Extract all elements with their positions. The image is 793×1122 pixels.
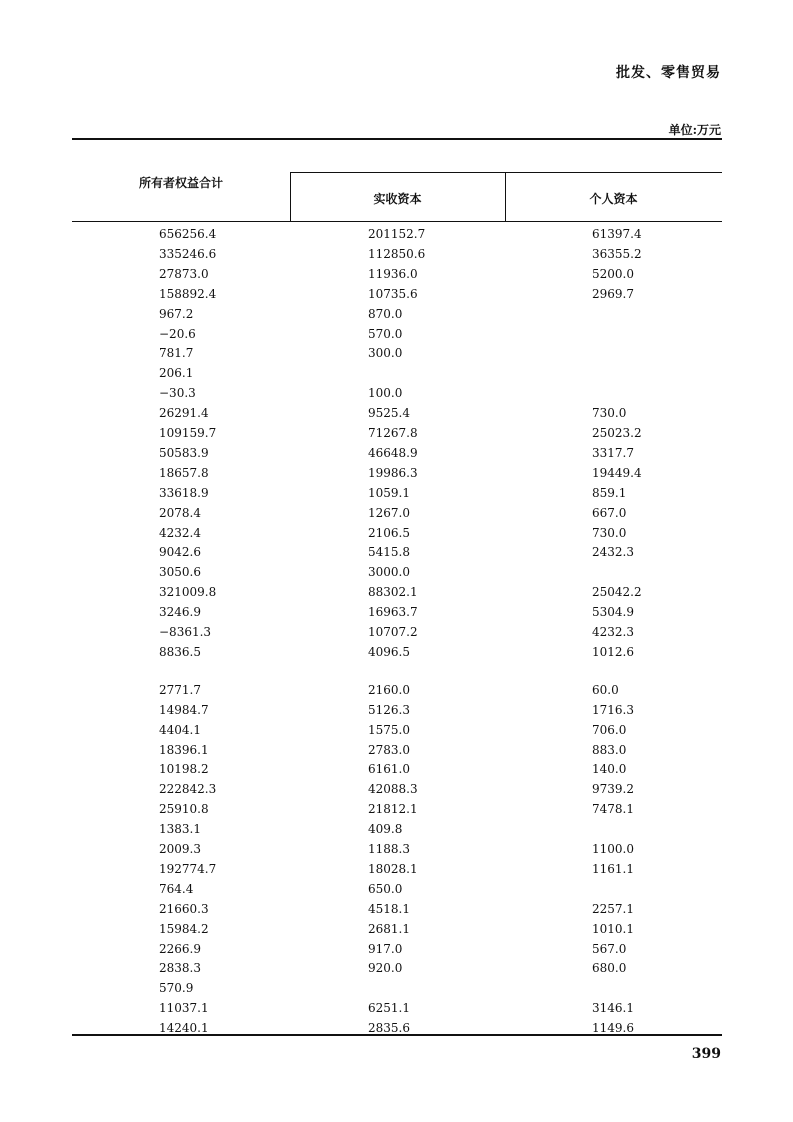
cell-personal-capital: 2432.3 xyxy=(592,545,634,560)
cell-owners-equity: 781.7 xyxy=(159,346,194,361)
cell-owners-equity: 109159.7 xyxy=(159,426,217,440)
cell-paid-in-capital xyxy=(368,363,498,383)
table-row xyxy=(72,443,722,463)
cell-owners-equity: 3246.9 xyxy=(159,605,201,620)
cell-owners-equity: 14240.1 xyxy=(159,1021,209,1036)
cell-paid-in-capital: 11936.0 xyxy=(368,266,418,281)
table-row xyxy=(72,680,722,700)
table-row xyxy=(72,879,722,899)
cell-personal-capital: 3146.1 xyxy=(592,1001,634,1016)
table-row xyxy=(72,978,722,998)
cell-personal-capital xyxy=(592,304,722,324)
cell-paid-in-capital: 2160.0 xyxy=(368,682,410,697)
cell-personal-capital: 706.0 xyxy=(592,722,627,737)
table-row xyxy=(72,503,722,523)
cell-paid-in-capital: 18028.1 xyxy=(368,861,418,876)
cell-paid-in-capital: 6251.1 xyxy=(368,1001,410,1016)
cell-personal-capital: 2257.1 xyxy=(592,901,634,916)
page-number: 399 xyxy=(691,1046,721,1062)
table-row xyxy=(72,759,722,779)
cell-paid-in-capital: 409.8 xyxy=(368,822,403,837)
cell-owners-equity: 33618.9 xyxy=(159,485,209,500)
table-row xyxy=(72,542,722,562)
table-top-rule xyxy=(72,138,722,140)
cell-personal-capital: 3317.7 xyxy=(592,445,634,460)
cell-owners-equity: 222842.3 xyxy=(159,782,217,797)
cell-paid-in-capital: 3000.0 xyxy=(368,565,410,580)
cell-paid-in-capital: 1059.1 xyxy=(368,485,410,500)
header-bottom-rule xyxy=(72,221,722,222)
cell-personal-capital: 60.0 xyxy=(592,682,619,697)
cell-personal-capital: 1161.1 xyxy=(592,861,634,876)
table-row xyxy=(72,622,722,642)
cell-personal-capital: 61397.4 xyxy=(592,227,642,241)
cell-owners-equity: −20.6 xyxy=(159,326,196,341)
cell-paid-in-capital: 71267.8 xyxy=(368,426,418,440)
cell-paid-in-capital: 1575.0 xyxy=(368,722,410,737)
cell-personal-capital xyxy=(592,383,722,403)
cell-paid-in-capital: 16963.7 xyxy=(368,605,418,620)
column-header-owners-equity: 所有者权益合计 xyxy=(138,176,223,190)
cell-owners-equity: 4404.1 xyxy=(159,722,201,737)
cell-paid-in-capital: 4518.1 xyxy=(368,901,410,916)
cell-paid-in-capital: 10735.6 xyxy=(368,286,418,301)
cell-owners-equity: 335246.6 xyxy=(159,246,217,261)
cell-personal-capital: 4232.3 xyxy=(592,625,634,639)
cell-owners-equity: 2078.4 xyxy=(159,505,201,520)
table-row xyxy=(72,700,722,720)
cell-owners-equity: 2838.3 xyxy=(159,961,201,976)
cell-paid-in-capital: 650.0 xyxy=(368,881,403,896)
table-row xyxy=(72,819,722,839)
cell-personal-capital: 883.0 xyxy=(592,742,627,757)
cell-owners-equity: 656256.4 xyxy=(159,227,217,241)
cell-personal-capital: 5200.0 xyxy=(592,266,634,281)
table-row xyxy=(72,403,722,423)
cell-owners-equity: 8836.5 xyxy=(159,644,201,659)
cell-personal-capital: 859.1 xyxy=(592,485,627,500)
cell-paid-in-capital: 21812.1 xyxy=(368,802,418,817)
cell-personal-capital xyxy=(592,819,722,839)
cell-owners-equity: 206.1 xyxy=(159,366,194,381)
cell-owners-equity: 18396.1 xyxy=(159,742,209,757)
cell-personal-capital: 25023.2 xyxy=(592,426,642,440)
section-title: 批发、零售贸易 xyxy=(616,65,721,81)
table-row xyxy=(72,324,722,344)
cell-paid-in-capital: 88302.1 xyxy=(368,585,418,600)
cell-owners-equity: 192774.7 xyxy=(159,861,217,876)
cell-paid-in-capital: 1267.0 xyxy=(368,505,410,520)
cell-paid-in-capital: 10707.2 xyxy=(368,625,418,639)
cell-paid-in-capital: 2783.0 xyxy=(368,742,410,757)
cell-owners-equity: 4232.4 xyxy=(159,525,201,540)
cell-personal-capital: 140.0 xyxy=(592,762,627,777)
header-middle-rule xyxy=(290,172,722,173)
cell-owners-equity: 570.9 xyxy=(159,981,194,996)
cell-personal-capital: 36355.2 xyxy=(592,246,642,261)
table-row xyxy=(72,839,722,859)
cell-owners-equity: 15984.2 xyxy=(159,921,209,936)
cell-paid-in-capital: 1188.3 xyxy=(368,842,410,856)
table-row xyxy=(72,523,722,543)
cell-paid-in-capital: 5126.3 xyxy=(368,702,410,717)
cell-owners-equity: −8361.3 xyxy=(159,625,212,639)
cell-personal-capital: 5304.9 xyxy=(592,605,634,620)
table-row xyxy=(72,224,722,244)
table-row xyxy=(72,958,722,978)
table-row xyxy=(72,483,722,503)
table-row xyxy=(72,284,722,304)
cell-owners-equity: 967.2 xyxy=(159,306,194,321)
table-row xyxy=(72,799,722,819)
cell-paid-in-capital: 46648.9 xyxy=(368,445,418,460)
cell-personal-capital: 730.0 xyxy=(592,406,627,421)
cell-paid-in-capital: 6161.0 xyxy=(368,762,410,777)
cell-personal-capital: 9739.2 xyxy=(592,782,634,797)
cell-paid-in-capital: 570.0 xyxy=(368,326,403,341)
cell-paid-in-capital: 5415.8 xyxy=(368,545,410,560)
cell-personal-capital xyxy=(592,343,722,363)
table-row xyxy=(72,304,722,324)
column-header-paid-in-capital: 实收资本 xyxy=(373,192,422,206)
cell-personal-capital xyxy=(592,978,722,998)
cell-personal-capital: 1149.6 xyxy=(592,1021,634,1036)
table-row xyxy=(72,264,722,284)
cell-personal-capital xyxy=(592,879,722,899)
cell-personal-capital: 1012.6 xyxy=(592,644,634,659)
cell-owners-equity: 1383.1 xyxy=(159,822,201,837)
cell-paid-in-capital: 2106.5 xyxy=(368,525,410,540)
cell-owners-equity: 764.4 xyxy=(159,881,194,896)
cell-paid-in-capital: 100.0 xyxy=(368,386,403,401)
cell-owners-equity: 26291.4 xyxy=(159,406,209,421)
cell-paid-in-capital: 917.0 xyxy=(368,941,403,956)
table-row xyxy=(72,939,722,959)
table-bottom-rule xyxy=(72,1034,722,1036)
table-row xyxy=(72,602,722,622)
cell-personal-capital: 680.0 xyxy=(592,961,627,976)
cell-personal-capital: 25042.2 xyxy=(592,585,642,600)
cell-personal-capital: 2969.7 xyxy=(592,286,634,301)
table-row xyxy=(72,423,722,443)
cell-owners-equity: 9042.6 xyxy=(159,545,201,560)
cell-paid-in-capital: 300.0 xyxy=(368,346,403,361)
table-row xyxy=(72,244,722,264)
cell-owners-equity: 21660.3 xyxy=(159,901,209,916)
table-row xyxy=(72,562,722,582)
unit-label: 单位:万元 xyxy=(668,123,721,137)
cell-personal-capital: 667.0 xyxy=(592,505,627,520)
cell-personal-capital xyxy=(592,324,722,344)
cell-paid-in-capital: 9525.4 xyxy=(368,406,410,421)
table-row xyxy=(72,899,722,919)
cell-owners-equity: 321009.8 xyxy=(159,585,217,600)
cell-personal-capital: 1716.3 xyxy=(592,702,634,717)
table-row xyxy=(72,363,722,383)
table-row xyxy=(72,740,722,760)
cell-owners-equity: 27873.0 xyxy=(159,266,209,281)
cell-owners-equity: 10198.2 xyxy=(159,762,209,777)
cell-owners-equity: 2009.3 xyxy=(159,842,201,856)
cell-personal-capital: 730.0 xyxy=(592,525,627,540)
cell-owners-equity: 2771.7 xyxy=(159,682,201,697)
table-row xyxy=(72,720,722,740)
column-header-personal-capital: 个人资本 xyxy=(589,192,638,206)
cell-paid-in-capital: 870.0 xyxy=(368,306,403,321)
table-row xyxy=(72,383,722,403)
table-row xyxy=(72,582,722,602)
cell-paid-in-capital: 42088.3 xyxy=(368,782,418,797)
cell-owners-equity: 14984.7 xyxy=(159,702,209,717)
cell-paid-in-capital: 4096.5 xyxy=(368,644,410,659)
cell-owners-equity: 18657.8 xyxy=(159,465,209,480)
cell-personal-capital: 1100.0 xyxy=(592,842,634,856)
cell-personal-capital: 567.0 xyxy=(592,941,627,956)
cell-owners-equity: −30.3 xyxy=(159,386,196,401)
table-row xyxy=(72,859,722,879)
table-row xyxy=(72,998,722,1018)
table-row xyxy=(72,919,722,939)
cell-paid-in-capital: 2681.1 xyxy=(368,921,410,936)
cell-paid-in-capital: 201152.7 xyxy=(368,227,426,241)
cell-paid-in-capital: 920.0 xyxy=(368,961,403,976)
cell-owners-equity: 50583.9 xyxy=(159,445,209,460)
cell-owners-equity: 3050.6 xyxy=(159,565,201,580)
cell-paid-in-capital: 19986.3 xyxy=(368,465,418,480)
cell-personal-capital: 19449.4 xyxy=(592,465,642,480)
table-row xyxy=(72,463,722,483)
cell-owners-equity: 25910.8 xyxy=(159,802,209,817)
cell-paid-in-capital: 112850.6 xyxy=(368,246,426,261)
table-row xyxy=(72,642,722,662)
cell-personal-capital xyxy=(592,562,722,582)
cell-paid-in-capital xyxy=(368,978,498,998)
table-row xyxy=(72,779,722,799)
cell-personal-capital xyxy=(592,363,722,383)
cell-paid-in-capital: 2835.6 xyxy=(368,1021,410,1036)
cell-owners-equity: 2266.9 xyxy=(159,941,201,956)
cell-personal-capital: 1010.1 xyxy=(592,921,634,936)
cell-owners-equity: 11037.1 xyxy=(159,1001,209,1016)
table-row xyxy=(72,343,722,363)
cell-owners-equity: 158892.4 xyxy=(159,286,217,301)
cell-personal-capital: 7478.1 xyxy=(592,802,634,817)
